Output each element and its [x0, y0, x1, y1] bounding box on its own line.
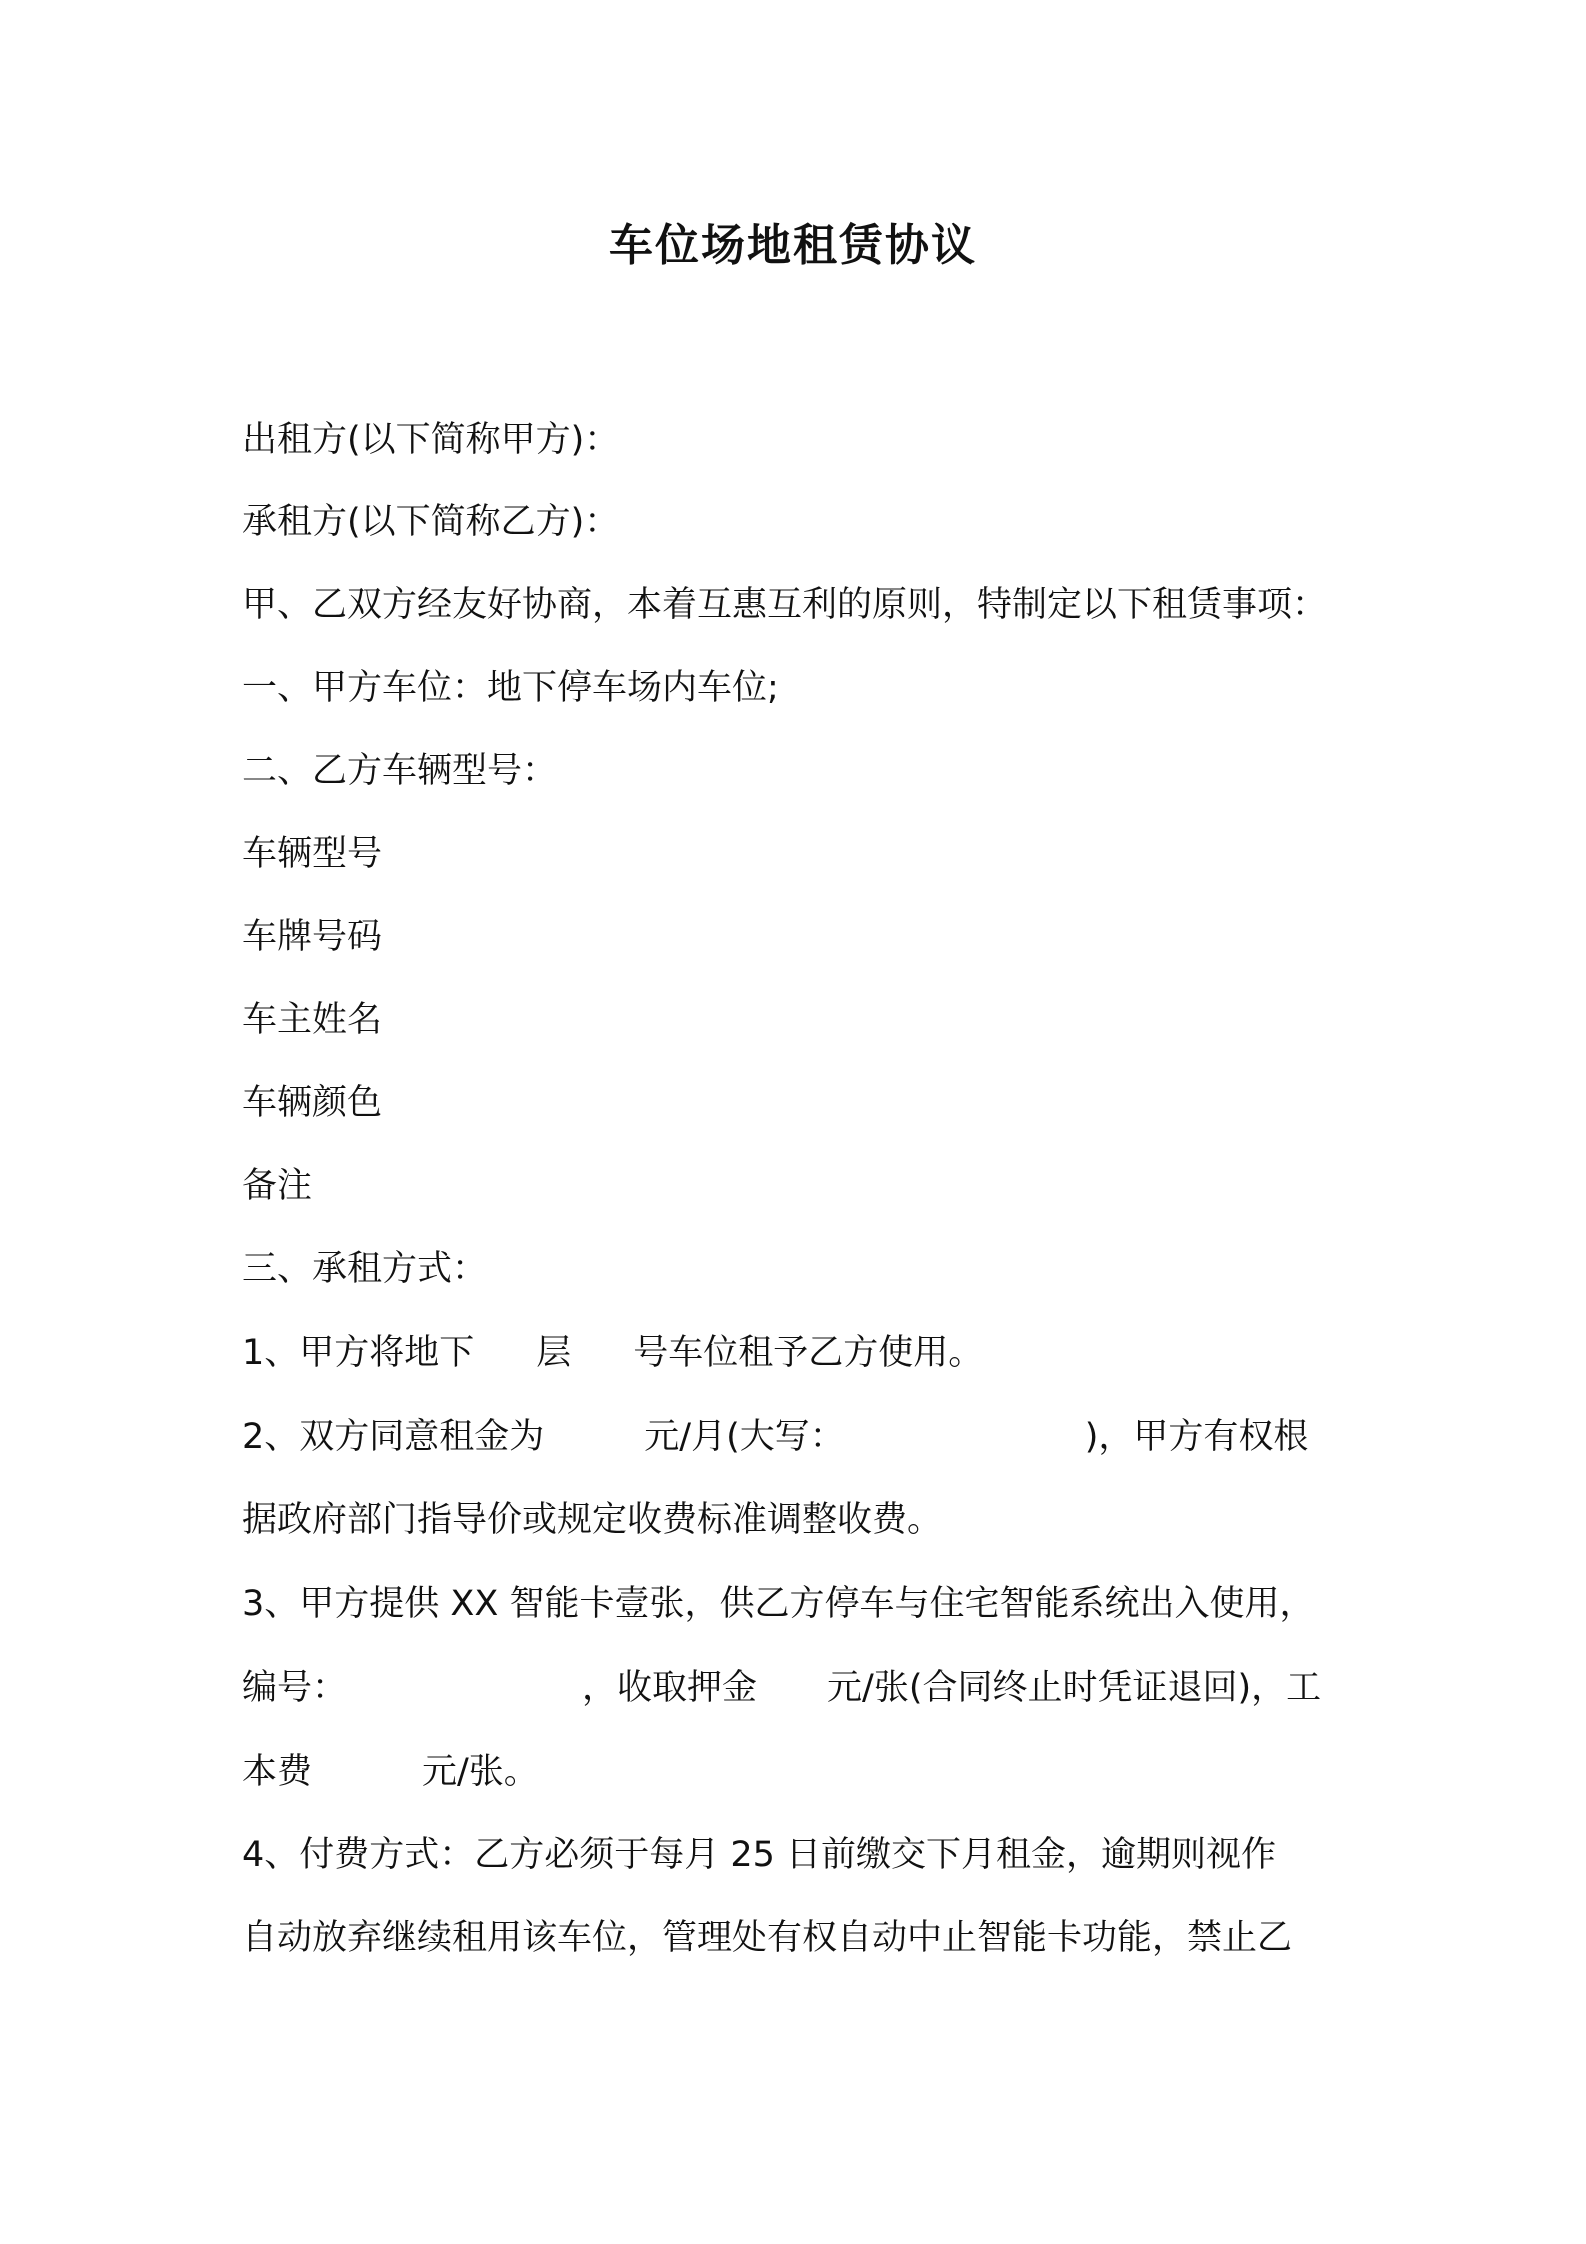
clause-3-part-d: 本费 [242, 1752, 313, 1792]
clause-1-part-c: 号车位租予乙方使用。 [633, 1333, 984, 1373]
document-title: 车位场地租赁协议 [609, 220, 977, 271]
clause-2-line-2: 据政府部门指导价或规定收费标准调整收费。 [242, 1500, 943, 1540]
clause-3-line-1: 3、甲方提供 XX 智能卡壹张，供乙方停车与住宅智能系统出入使用， [242, 1584, 1315, 1624]
clause-3-part-e: 元/张。 [422, 1752, 539, 1792]
clause-3-part-a: 编号： [242, 1668, 348, 1708]
vehicle-model-label: 车辆型号 [242, 834, 383, 874]
vehicle-color-label: 车辆颜色 [242, 1083, 383, 1123]
clause-4-line-2: 自动放弃继续租用该车位，管理处有权自动中止智能卡功能，禁止乙 [242, 1918, 1293, 1958]
lessor-line: 出租方(以下简称甲方)： [242, 420, 620, 460]
clause-3-part-b: ，收取押金 [582, 1668, 758, 1708]
clause-3-part-c: 元/张(合同终止时凭证退回)，工 [827, 1668, 1322, 1708]
clause-4-line-1: 4、付费方式：乙方必须于每月 25 日前缴交下月租金，逾期则视作 [242, 1835, 1277, 1875]
clause-1-line [242, 1329, 983, 1377]
clause-1-part-b: 层 [536, 1333, 572, 1373]
plate-number-label: 车牌号码 [242, 917, 383, 957]
section-1-line: 一、甲方车位：地下停车场内车位; [242, 668, 779, 708]
preamble-line: 甲、乙双方经友好协商，本着互惠互利的原则，特制定以下租赁事项： [242, 585, 1328, 625]
owner-name-label: 车主姓名 [242, 1000, 383, 1040]
section-2-line: 二、乙方车辆型号： [242, 751, 558, 791]
clause-1-part-a: 1、甲方将地下 [242, 1333, 475, 1373]
remarks-label: 备注 [242, 1166, 313, 1206]
clause-3-line-2 [242, 1664, 1321, 1712]
clause-2-part-a: 2、双方同意租金为 [242, 1417, 545, 1457]
section-3-line: 三、承租方式： [242, 1249, 488, 1289]
lessee-line: 承租方(以下简称乙方)： [242, 502, 620, 542]
clause-2-line-1 [242, 1413, 1308, 1461]
clause-2-part-b: 元/月(大写： [644, 1417, 845, 1457]
clause-2-part-c: )，甲方有权根 [1084, 1417, 1309, 1457]
clause-3-line-3 [242, 1748, 539, 1796]
